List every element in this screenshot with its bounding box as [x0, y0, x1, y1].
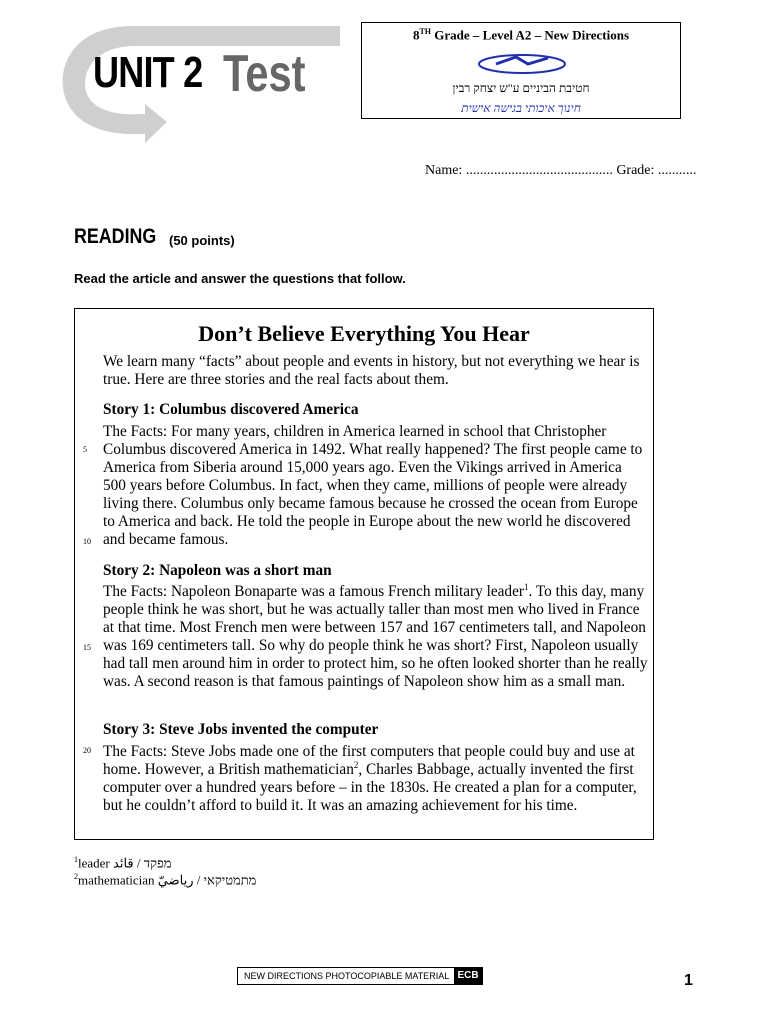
article-box [74, 308, 654, 840]
story-1-text: The Facts: For many years, children in America learned in school that Christopher Columbus discovered America in 1492. What really happened? The first people came to America from Siberia around 15,000 years ago. Even the Vikings arrived in America 500 years before Columbus. In fact, when they came, millions of people were already living there. Columbus only became famous because he crossed the ocean from Europe to America and back. He told the people in Europe about the new world he discovered and became famous. [103, 423, 643, 548]
test-title: Test [223, 45, 306, 103]
line-number: 15 [83, 643, 91, 652]
school-logo-icon [476, 53, 568, 75]
story-3-heading: Story 3: Steve Jobs invented the computer [103, 721, 379, 738]
footer-badge [237, 967, 483, 985]
footer-text: NEW DIRECTIONS PHOTOCOPIABLE MATERIAL [244, 971, 450, 981]
footnote: $^2$mathematician מתמטיקאי / رياضيّ [74, 872, 257, 888]
footnote: $^1$leader מפקד / قائد [74, 855, 172, 871]
publisher-logo: ECB [454, 968, 482, 984]
line-number: 10 [83, 537, 91, 546]
story-1-heading: Story 1: Columbus discovered America [103, 401, 359, 418]
line-number: 5 [83, 445, 87, 454]
story-2-text: The Facts: Napoleon Bonaparte was a famous French military leader$^1$. To this day, many people think he was short, but he was actually taller than most men who lived in France at that time. Most French men were between 157 and 167 centimeters tall, and Napoleon was 169 centimeters tall. So why do people think he was short? First, Napoleon usually had tall men around him in order to protect him, so he often looked shorter than he really was. A second reason is that famous paintings of Napoleon show him as a small man. [103, 581, 648, 690]
footnote-ref-1: 1 [523, 581, 529, 592]
unit-logo [55, 18, 345, 143]
footnote-ref-2: 2 [353, 759, 359, 770]
story-2-heading: Story 2: Napoleon was a short man [103, 562, 332, 579]
school-motto: חינוך איכותי בגישה אישית [461, 101, 581, 115]
school-name: חטיבת הביניים ע"ש יצחק רבין [452, 81, 590, 95]
unit-title: UNIT 2 [93, 48, 203, 97]
name-grade-line: Name: .......................................... Grade: ........... [425, 163, 697, 178]
section-title: READING [74, 225, 157, 248]
story-3-text: The Facts: Steve Jobs made one of the first computers that people could buy and use at home. However, a British mathematician$^2$, Charles Babbage, actually invented the first computer over a hundred years before – in the 1830s. He created a plan for a computer, but he couldn’t afford to build it. It was an amazing achievement for his time. [103, 743, 637, 814]
page-number: 1 [684, 972, 693, 989]
school-info-box [361, 22, 681, 119]
instructions: Read the article and answer the questions that follow. [74, 271, 406, 286]
line-number: 20 [83, 746, 91, 755]
article-title: Don’t Believe Everything You Hear [198, 321, 530, 346]
section-points: (50 points) [169, 233, 235, 248]
grade-level-line: 8TH Grade – Level A2 – New Directions [412, 27, 630, 43]
article-intro: We learn many “facts” about people and events in history, but not everything we hear is true. Here are three stories and the real facts about them. [103, 353, 640, 388]
